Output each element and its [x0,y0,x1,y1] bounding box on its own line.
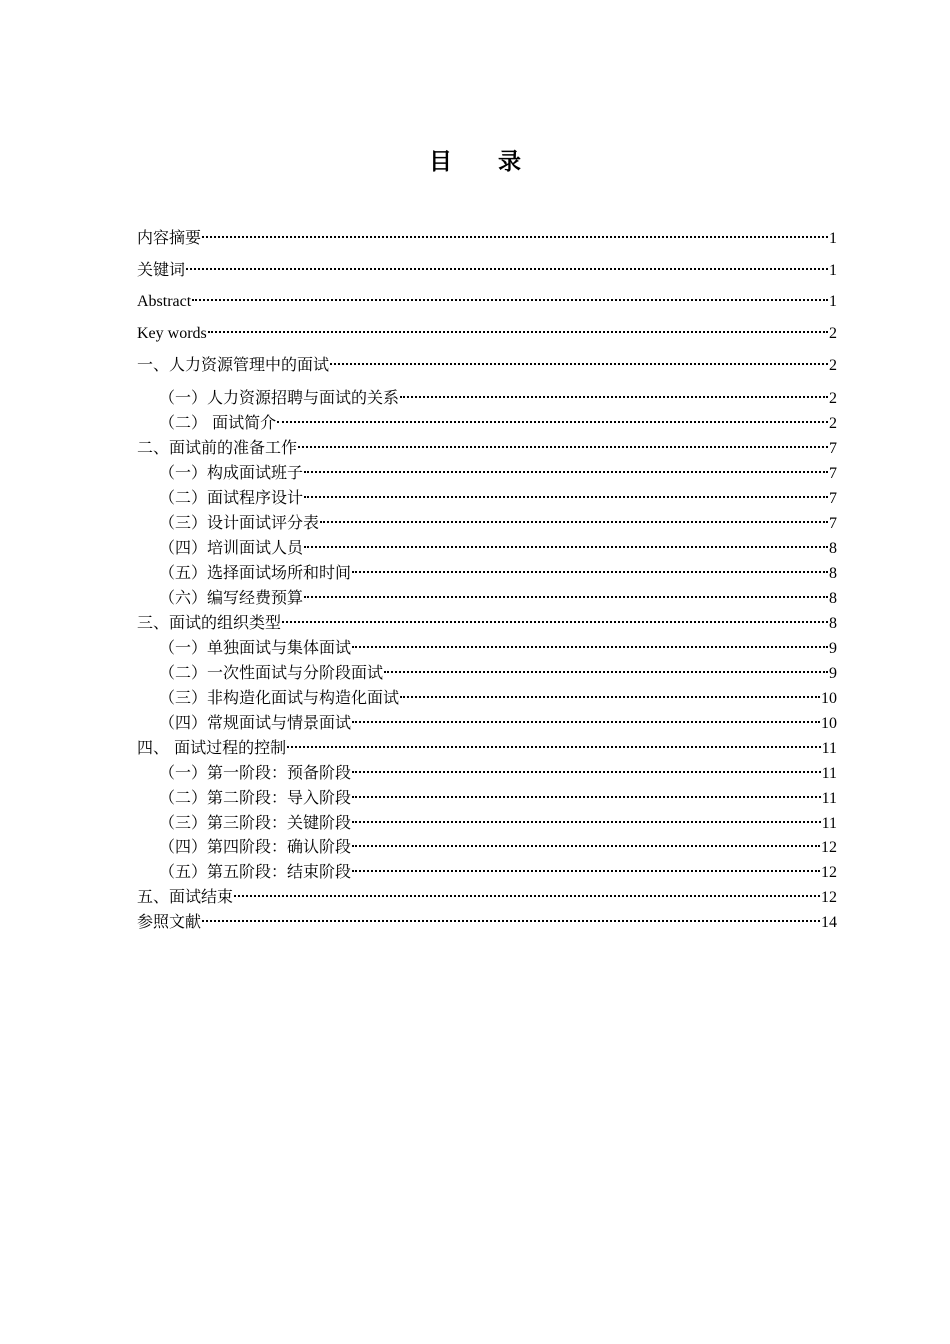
toc-entry-page: 8 [829,615,837,632]
toc-entry-page: 14 [821,914,837,931]
toc-entry-page: 12 [821,839,837,856]
toc-entry-label: （二） 面试简介 [159,413,277,432]
toc-entry-page: 8 [829,590,837,607]
toc-entry-label: （三）非构造化面试与构造化面试 [159,688,400,707]
toc-entry-label: （五）第五阶段：结束阶段 [159,862,352,881]
toc-entry-label: Key words [137,325,207,342]
toc-entry-keywords-en[interactable] [137,316,837,342]
toc-entry-label: （一）第一阶段：预备阶段 [159,763,352,782]
dot-leader [186,253,828,275]
toc-entry-page: 12 [821,864,837,881]
toc-entry-page: 9 [829,665,837,682]
toc-entry-section-3[interactable] [137,606,837,632]
toc-entry-page: 1 [829,262,837,279]
dot-leader [208,316,828,338]
toc-entry-page: 7 [829,490,837,507]
toc-entry-section-4-1[interactable] [159,756,837,782]
dot-leader [202,221,828,243]
toc-entry-abstract-cn[interactable] [137,221,837,247]
toc-entry-section-2-2[interactable] [159,481,837,507]
dot-leader [287,731,821,753]
toc-entry-label: （一）人力资源招聘与面试的关系 [159,388,400,407]
toc-entry-page: 11 [821,765,837,782]
toc-entry-label: Abstract [137,293,192,310]
toc-entry-page: 2 [829,415,837,432]
dot-leader [282,606,828,628]
toc-entry-page: 8 [829,540,837,557]
toc-entry-page: 8 [829,565,837,582]
dot-leader [330,348,828,370]
dot-leader [304,456,828,478]
toc-entry-label: 五、面试结束 [137,887,234,906]
dot-leader [384,656,828,678]
toc-entry-section-1[interactable] [137,348,837,374]
dot-leader [192,284,828,306]
toc-entry-label: （六）编写经费预算 [159,588,304,607]
toc-entry-section-3-3[interactable] [159,681,837,707]
toc-entry-page: 2 [829,325,837,342]
dot-leader [352,556,828,578]
toc-entry-abstract-en[interactable] [137,284,837,310]
toc-entry-section-2-4[interactable] [159,531,837,557]
toc-entry-section-3-4[interactable] [159,706,837,732]
toc-entry-label: （三）第三阶段：关键阶段 [159,813,352,832]
dot-leader [400,381,828,403]
toc-entry-references[interactable] [137,905,837,931]
dot-leader [352,781,821,803]
toc-entry-page: 12 [821,889,837,906]
toc-entry-page: 1 [829,293,837,310]
toc-entry-page: 2 [829,357,837,374]
toc-entry-section-2-1[interactable] [159,456,837,482]
dot-leader [202,905,820,927]
dot-leader [320,506,828,528]
toc-entry-section-4-3[interactable] [159,806,837,832]
toc-entry-page: 1 [829,230,837,247]
toc-entry-label: 三、面试的组织类型 [137,613,282,632]
toc-entry-label: 四、 面试过程的控制 [137,738,287,757]
toc-entry-section-3-1[interactable] [159,631,837,657]
dot-leader [352,706,820,728]
toc-entry-section-2[interactable] [137,431,837,457]
toc-entry-label: 二、面试前的准备工作 [137,438,298,457]
toc-entry-section-4-4[interactable] [159,830,837,856]
toc-entry-keywords-cn[interactable] [137,253,837,279]
toc-entry-page: 2 [829,390,837,407]
toc-entry-label: （一）构成面试班子 [159,463,304,482]
toc-entry-label: （四）常规面试与情景面试 [159,713,352,732]
toc-entry-label: （五）选择面试场所和时间 [159,563,352,582]
toc-entry-label: （四）培训面试人员 [159,538,304,557]
dot-leader [352,830,820,852]
toc-entry-label: （一）单独面试与集体面试 [159,638,352,657]
toc-entry-page: 7 [829,465,837,482]
toc-entry-section-4[interactable] [137,731,837,757]
toc-entry-page: 11 [821,740,837,757]
toc-entry-label: （四）第四阶段：确认阶段 [159,837,352,856]
dot-leader [352,806,821,828]
toc-entry-label: 关键词 [137,260,186,279]
toc-entry-section-4-2[interactable] [159,781,837,807]
dot-leader [352,756,821,778]
dot-leader [400,681,820,703]
toc-entry-section-2-5[interactable] [159,556,837,582]
dot-leader [277,406,828,428]
toc-entry-page: 11 [821,815,837,832]
toc-entry-section-2-6[interactable] [159,581,837,607]
toc-entry-section-3-2[interactable] [159,656,837,682]
toc-entry-label: 一、人力资源管理中的面试 [137,355,330,374]
dot-leader [304,481,828,503]
dot-leader [352,855,820,877]
dot-leader [352,631,828,653]
toc-entry-label: （三）设计面试评分表 [159,513,320,532]
toc-entry-section-5[interactable] [137,880,837,906]
toc-entry-page: 10 [821,715,837,732]
toc-entry-section-2-3[interactable] [159,506,837,532]
toc-entry-section-4-5[interactable] [159,855,837,881]
toc-entry-label: 参照文献 [137,912,202,931]
toc-entry-page: 11 [821,790,837,807]
toc-entry-label: （二）第二阶段：导入阶段 [159,788,352,807]
toc-entry-page: 7 [829,515,837,532]
dot-leader [304,581,828,603]
toc-entry-page: 7 [829,440,837,457]
dot-leader [234,880,820,902]
toc-entry-section-1-1[interactable] [159,381,837,407]
toc-entry-section-1-2[interactable] [159,406,837,432]
toc-entry-page: 9 [829,640,837,657]
toc-entry-label: （二）一次性面试与分阶段面试 [159,663,384,682]
page-title: 目录 [429,149,567,175]
dot-leader [298,431,828,453]
toc-entry-page: 10 [821,690,837,707]
toc-entry-label: （二）面试程序设计 [159,488,304,507]
toc-entry-label: 内容摘要 [137,228,202,247]
dot-leader [304,531,828,553]
